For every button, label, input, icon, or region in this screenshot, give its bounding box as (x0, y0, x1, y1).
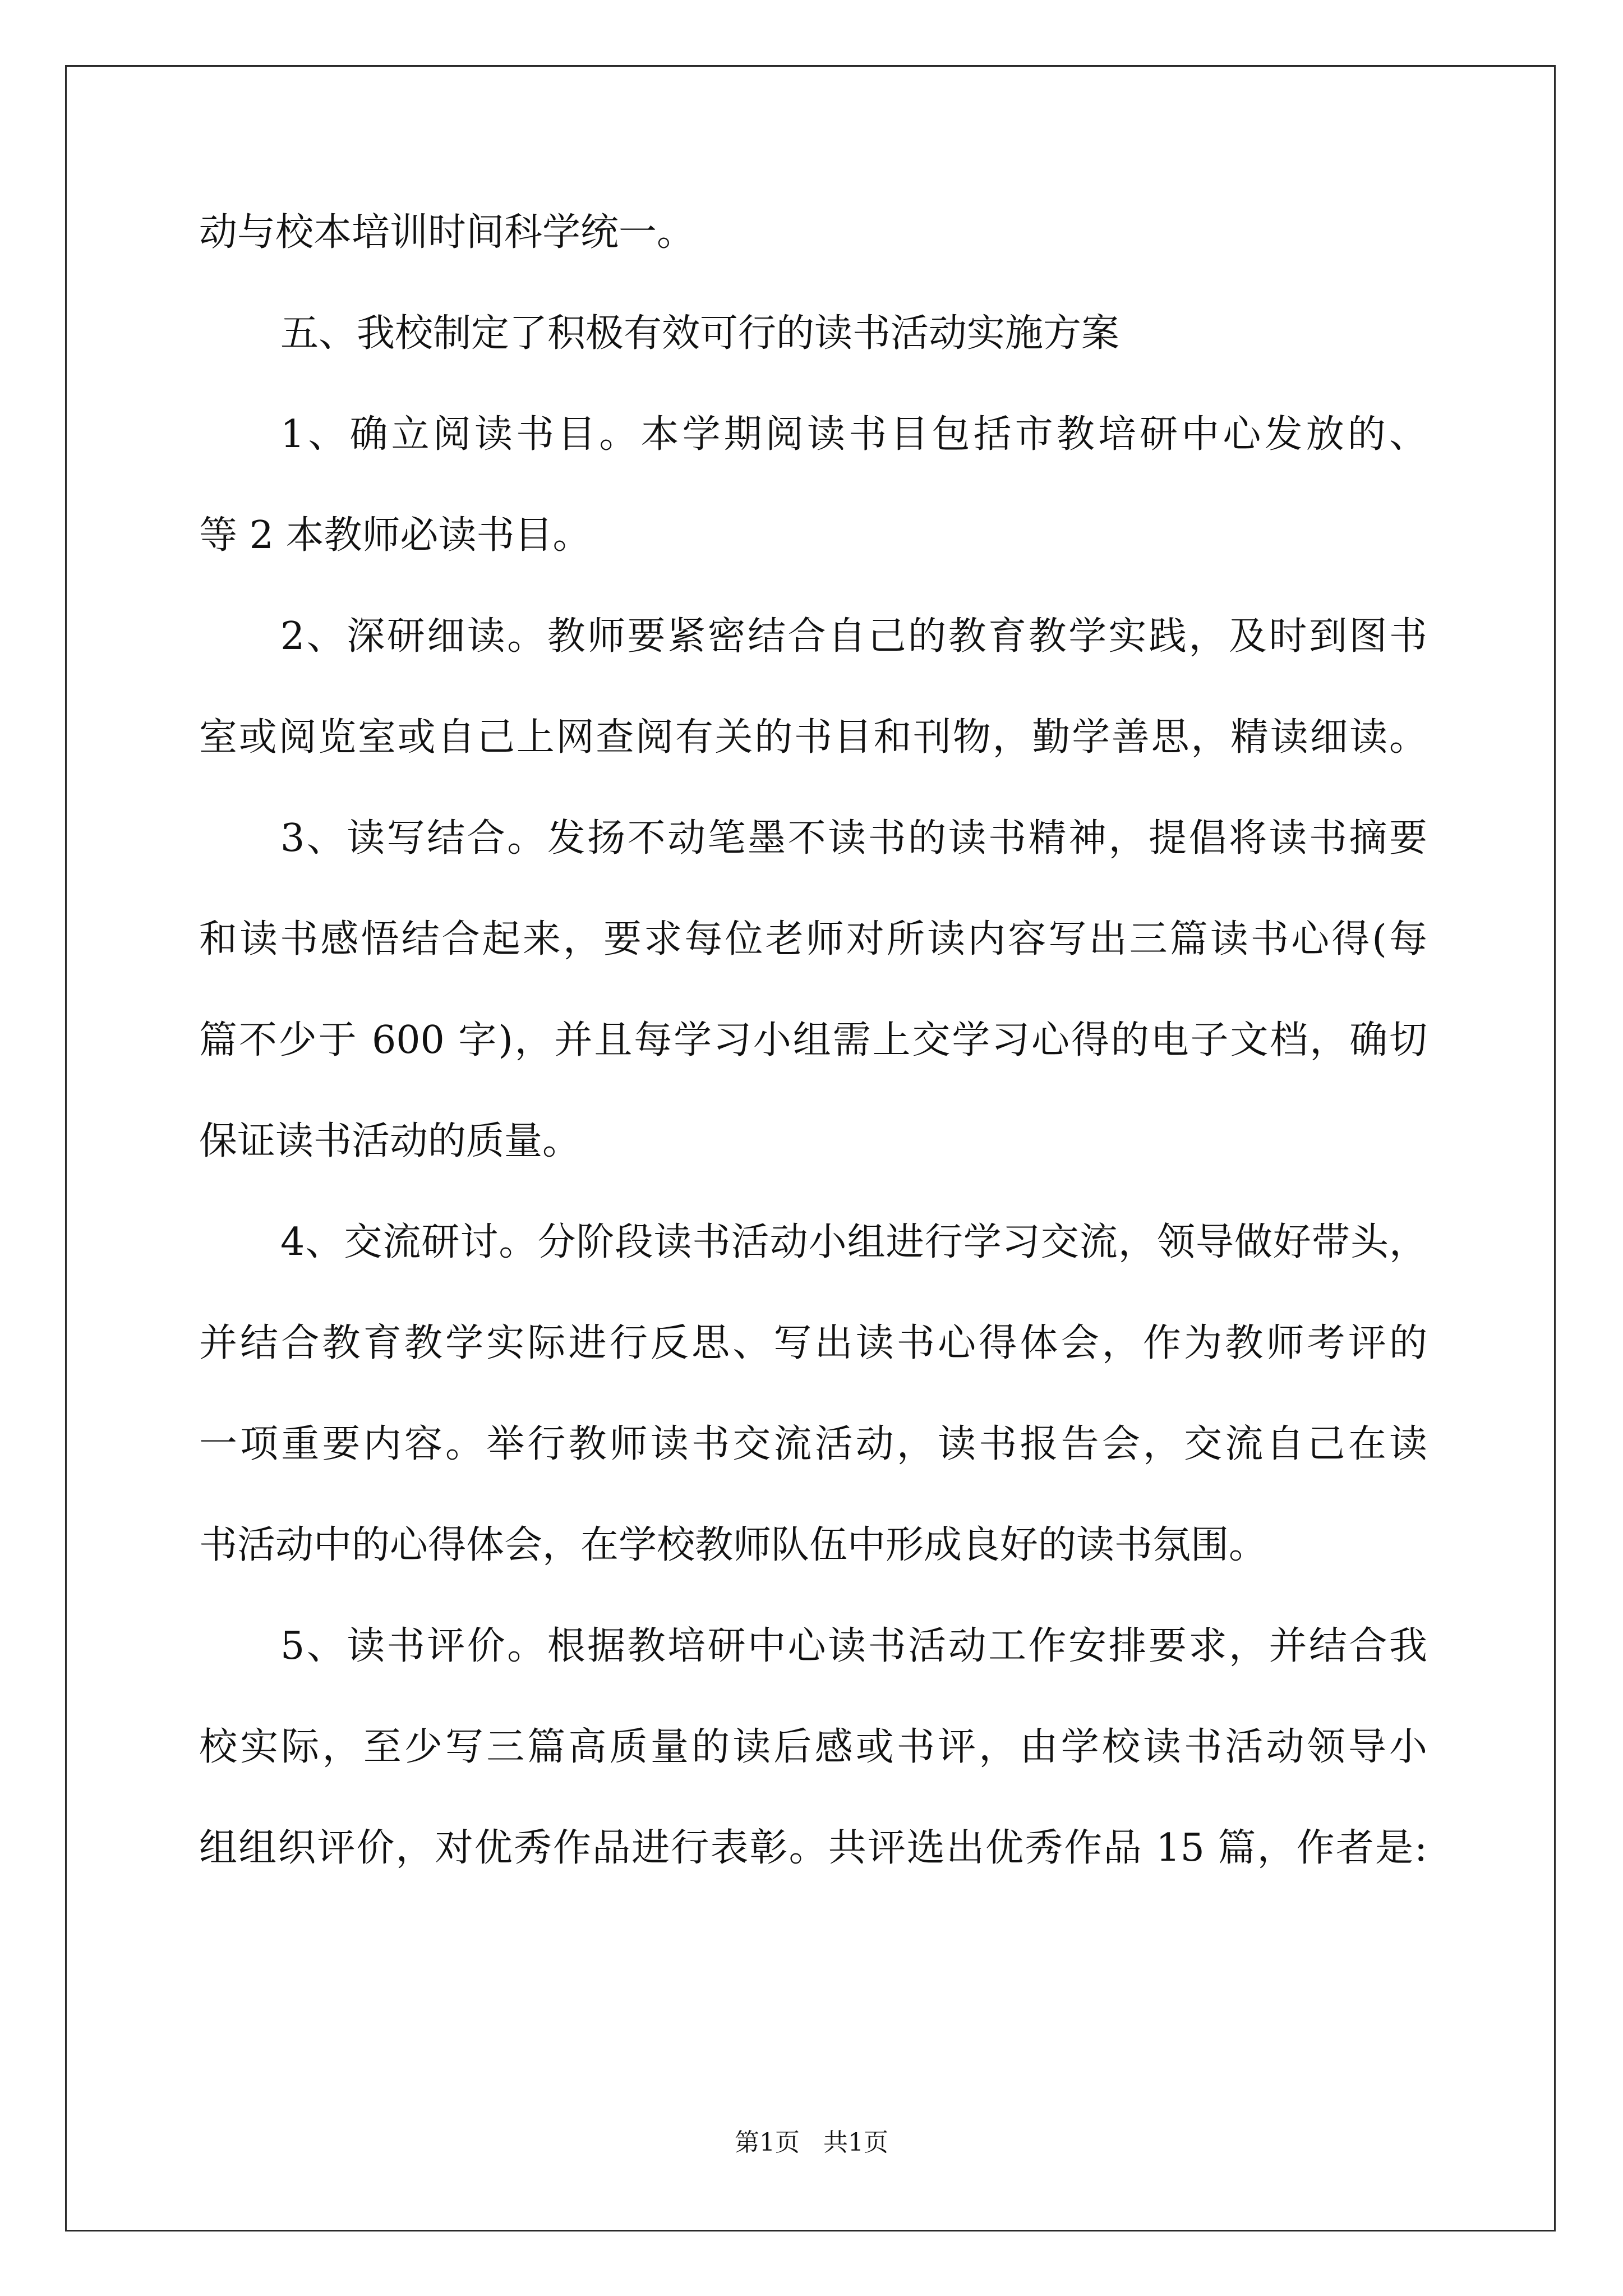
text-line: 和读书感悟结合起来，要求每位老师对所读内容写出三篇读书心得(每 (199, 917, 1427, 961)
text-line: 校实际，至少写三篇高质量的读后感或书评，由学校读书活动领导小 (199, 1725, 1427, 1769)
document-body (199, 202, 1427, 1918)
text-line: 3、读写结合。发扬不动笔墨不读书的读书精神，提倡将读书摘要 (280, 816, 1427, 861)
text-line: 书活动中的心得体会，在学校教师队伍中形成良好的读书氛围。 (199, 1523, 1267, 1567)
text-line: 等 2 本教师必读书目。 (199, 513, 591, 558)
text-line: 1、确立阅读书目。本学期阅读书目包括市教培研中心发放的、 (280, 412, 1427, 457)
text-line: 并结合教育教学实际进行反思、写出读书心得体会，作为教师考评的 (199, 1321, 1427, 1365)
text-line: 动与校本培训时间科学统一。 (199, 210, 695, 255)
text-line: 五、我校制定了积极有效可行的读书活动实施方案 (280, 311, 1120, 356)
text-line: 2、深研细读。教师要紧密结合自己的教育教学实践，及时到图书 (280, 614, 1427, 659)
text-line: 保证读书活动的质量。 (199, 1119, 581, 1163)
page-footer: 第1页 共1页 (735, 2128, 888, 2157)
text-line: 一项重要内容。举行教师读书交流活动，读书报告会，交流自己在读 (199, 1422, 1427, 1466)
text-line: 篇不少于 600 字)，并且每学习小组需上交学习心得的电子文档，确切 (199, 1018, 1427, 1062)
text-line: 组组织评价，对优秀作品进行表彰。共评选出优秀作品 15 篇，作者是: (199, 1826, 1427, 1870)
text-line: 5、读书评价。根据教培研中心读书活动工作安排要求，并结合我 (280, 1624, 1427, 1668)
text-line: 4、交流研讨。分阶段读书活动小组进行学习交流，领导做好带头， (280, 1220, 1427, 1264)
text-line: 室或阅览室或自己上网查阅有关的书目和刊物，勤学善思，精读细读。 (199, 715, 1427, 760)
